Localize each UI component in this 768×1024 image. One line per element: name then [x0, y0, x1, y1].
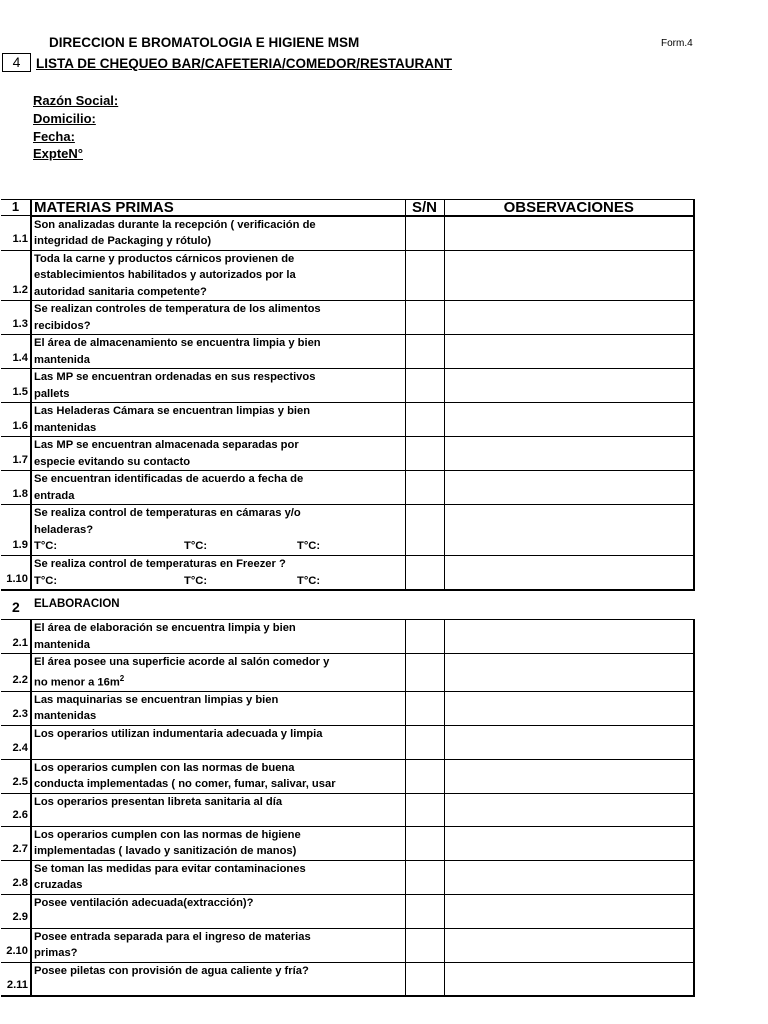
sn-answer-cell[interactable]: [405, 505, 444, 556]
item-line: autoridad sanitaria competente?: [34, 285, 207, 298]
item-line: Los operarios cumplen con las normas de buena: [34, 761, 295, 774]
item-line: Las MP se encuentran almacenada separadas por: [34, 439, 299, 451]
item-number: 2.5: [1, 759, 31, 793]
observaciones-cell[interactable]: [444, 928, 694, 962]
temperature-fields: [34, 538, 405, 555]
observaciones-cell[interactable]: [444, 301, 694, 335]
item-line: Son analizadas durante la recepción ( verificación de: [34, 218, 316, 231]
table-row: [1, 556, 694, 591]
item-number: 1.5: [1, 369, 31, 403]
elaboracion-table: [1, 619, 695, 997]
observaciones-cell[interactable]: [444, 556, 694, 591]
item-line: primas?: [34, 947, 78, 960]
sn-header: S/N: [405, 200, 444, 216]
sn-answer-cell[interactable]: [405, 894, 444, 928]
item-line: no menor a $16m^2$: [34, 673, 125, 689]
item-text: [31, 962, 405, 996]
observaciones-cell[interactable]: [444, 860, 694, 894]
checklist-title: LISTA DE CHEQUEO BAR/CAFETERIA/COMEDOR/RESTAURANT: [36, 56, 453, 71]
temperature-label: T°C:: [34, 540, 58, 552]
observaciones-cell[interactable]: [444, 250, 694, 301]
item-line: El área posee una superficie acorde al salón comedor y: [34, 656, 330, 668]
item-text: [31, 556, 405, 591]
temperature-label: T°C:: [184, 574, 208, 587]
item-text: [31, 654, 405, 692]
materias-primas-table: [1, 199, 695, 591]
item-line: establecimientos habilitados y autorizados por la: [34, 269, 296, 281]
table-header-row: [1, 200, 694, 216]
item-number: 2.6: [1, 793, 31, 826]
table-row: [1, 826, 694, 860]
temperature-label: T°C:: [184, 540, 208, 552]
item-line: Toda la carne y productos cárnicos provienen de: [34, 252, 295, 265]
table-row: [1, 250, 694, 301]
item-line: Los operarios cumplen con las normas de higiene: [34, 828, 301, 841]
sn-answer-cell[interactable]: [405, 826, 444, 860]
table-row: [1, 335, 694, 369]
table-row: [1, 620, 694, 654]
observaciones-cell[interactable]: [444, 793, 694, 826]
sn-answer-cell[interactable]: [405, 216, 444, 251]
sn-answer-cell[interactable]: [405, 369, 444, 403]
item-line: Se realiza control de temperaturas en cámaras y/o: [34, 507, 301, 519]
table-row: [1, 505, 694, 556]
table-row: [1, 369, 694, 403]
item-line: Se encuentran identificadas de acuerdo a fecha de: [34, 473, 304, 485]
sn-answer-cell[interactable]: [405, 759, 444, 793]
form-number: Form.4: [661, 38, 693, 49]
item-number: 2.7: [1, 826, 31, 860]
item-text: [31, 928, 405, 962]
item-text: [31, 793, 405, 826]
item-line: implementadas ( lavado y sanitización de manos): [34, 845, 297, 858]
item-number: 2.1: [1, 620, 31, 654]
item-number: 1.8: [1, 471, 31, 505]
field-domicilio: Domicilio:: [33, 111, 96, 126]
item-line: Posee piletas con provisión de agua caliente y fría?: [34, 964, 309, 977]
sn-answer-cell[interactable]: [405, 403, 444, 437]
table-row: [1, 894, 694, 928]
sn-answer-cell[interactable]: [405, 860, 444, 894]
observaciones-cell[interactable]: [444, 335, 694, 369]
form-box-number: 4: [2, 53, 31, 72]
item-line: El área de elaboración se encuentra limpia y bien: [34, 622, 296, 634]
observaciones-cell[interactable]: [444, 369, 694, 403]
item-text: [31, 250, 405, 301]
temperature-fields: [34, 573, 405, 590]
item-line: Los operarios utilizan indumentaria adecuada y limpia: [34, 727, 323, 740]
field-razon-social: Razón Social:: [33, 93, 119, 108]
item-line: Los operarios presentan libreta sanitaria al día: [34, 795, 283, 808]
field-fecha: Fecha:: [33, 129, 75, 144]
observaciones-cell[interactable]: [444, 505, 694, 556]
table-row: [1, 654, 694, 692]
table-row: [1, 437, 694, 471]
item-number: 2.11: [1, 962, 31, 996]
item-line: Se realiza control de temperaturas en Freezer ?: [34, 558, 286, 570]
item-text: [31, 826, 405, 860]
table-row: [1, 301, 694, 335]
item-line: especie evitando su contacto: [34, 455, 191, 468]
item-text: [31, 505, 405, 556]
sn-answer-cell[interactable]: [405, 793, 444, 826]
sn-answer-cell[interactable]: [405, 301, 444, 335]
item-line: recibidos?: [34, 319, 91, 332]
observaciones-cell[interactable]: [444, 216, 694, 251]
item-text: [31, 437, 405, 471]
observaciones-cell[interactable]: [444, 826, 694, 860]
item-number: 2.10: [1, 928, 31, 962]
item-text: [31, 403, 405, 437]
sn-answer-cell[interactable]: [405, 928, 444, 962]
item-line: Se toman las medidas para evitar contaminaciones: [34, 862, 306, 875]
sn-answer-cell[interactable]: [405, 691, 444, 725]
item-number: 1.4: [1, 335, 31, 369]
item-line: Las Heladeras Cámara se encuentran limpias y bien: [34, 405, 311, 417]
sn-answer-cell[interactable]: [405, 556, 444, 591]
item-line: pallets: [34, 387, 70, 400]
item-number: 2.4: [1, 725, 31, 759]
item-line: mantenida: [34, 353, 90, 366]
table-row: [1, 860, 694, 894]
observaciones-cell[interactable]: [444, 471, 694, 505]
item-number: 1.1: [1, 216, 31, 251]
superscript: 2: [119, 673, 125, 683]
item-number: 1.10: [1, 556, 31, 591]
item-text: [31, 335, 405, 369]
temperature-label: T°C:: [297, 574, 321, 587]
section-title: ELABORACION: [34, 598, 120, 610]
sn-answer-cell[interactable]: [405, 437, 444, 471]
item-number: 1.2: [1, 250, 31, 301]
table-row: [1, 928, 694, 962]
agency-title: DIRECCION E BROMATOLOGIA E HIGIENE MSM: [49, 35, 360, 50]
item-line: Las maquinarias se encuentran limpias y bien: [34, 693, 279, 706]
item-text: [31, 471, 405, 505]
observaciones-cell[interactable]: [444, 654, 694, 692]
item-number: 1.7: [1, 437, 31, 471]
observaciones-cell[interactable]: [444, 894, 694, 928]
item-line: mantenidas: [34, 710, 97, 723]
temperature-label: T°C:: [34, 574, 58, 587]
item-number: 2.9: [1, 894, 31, 928]
item-line: El área de almacenamiento se encuentra limpia y bien: [34, 337, 321, 349]
item-number: 1.6: [1, 403, 31, 437]
table-row: [1, 962, 694, 996]
table-row: [1, 691, 694, 725]
item-line: entrada: [34, 489, 75, 502]
observaciones-cell[interactable]: [444, 403, 694, 437]
item-text: [31, 620, 405, 654]
observaciones-cell[interactable]: [444, 437, 694, 471]
table-row: [1, 759, 694, 793]
table-row: [1, 793, 694, 826]
sn-answer-cell[interactable]: [405, 725, 444, 759]
sn-answer-cell[interactable]: [405, 471, 444, 505]
item-line: Posee entrada separada para el ingreso de materias: [34, 930, 311, 943]
item-line: mantenidas: [34, 421, 97, 434]
section-number: 1: [1, 200, 31, 216]
item-text: [31, 369, 405, 403]
sn-answer-cell[interactable]: [405, 654, 444, 692]
item-text: [31, 759, 405, 793]
sn-answer-cell[interactable]: [405, 335, 444, 369]
item-line: cruzadas: [34, 879, 83, 892]
observaciones-cell[interactable]: [444, 725, 694, 759]
item-text: [31, 691, 405, 725]
section-title: MATERIAS PRIMAS: [31, 200, 405, 216]
item-line: conducta implementadas ( no comer, fumar, salivar, usar: [34, 778, 336, 791]
item-text: [31, 216, 405, 251]
observaciones-cell[interactable]: [444, 759, 694, 793]
item-number: 1.9: [1, 505, 31, 556]
item-text: [31, 894, 405, 928]
sn-answer-cell[interactable]: [405, 620, 444, 654]
sn-answer-cell[interactable]: [405, 962, 444, 996]
observaciones-cell[interactable]: [444, 691, 694, 725]
item-line: mantenida: [34, 638, 90, 651]
item-text: [31, 725, 405, 759]
item-line: Se realizan controles de temperatura de los alimentos: [34, 303, 321, 315]
observaciones-header: OBSERVACIONES: [444, 200, 694, 216]
section-number: 2: [12, 599, 20, 615]
observaciones-cell[interactable]: [444, 962, 694, 996]
table-row: [1, 216, 694, 251]
field-expte: ExpteN°: [33, 146, 83, 161]
item-line: Posee ventilación adecuada(extracción)?: [34, 896, 254, 909]
table-row: [1, 471, 694, 505]
table-row: [1, 725, 694, 759]
item-number: 2.3: [1, 691, 31, 725]
item-text: [31, 301, 405, 335]
item-text: [31, 860, 405, 894]
item-number: 2.2: [1, 654, 31, 692]
item-number: 1.3: [1, 301, 31, 335]
temperature-label: T°C:: [297, 540, 321, 552]
item-line: integridad de Packaging y rótulo): [34, 235, 212, 247]
sn-answer-cell[interactable]: [405, 250, 444, 301]
table-row: [1, 403, 694, 437]
item-line: Las MP se encuentran ordenadas en sus respectivos: [34, 371, 316, 383]
item-number: 2.8: [1, 860, 31, 894]
item-line: heladeras?: [34, 523, 94, 536]
observaciones-cell[interactable]: [444, 620, 694, 654]
